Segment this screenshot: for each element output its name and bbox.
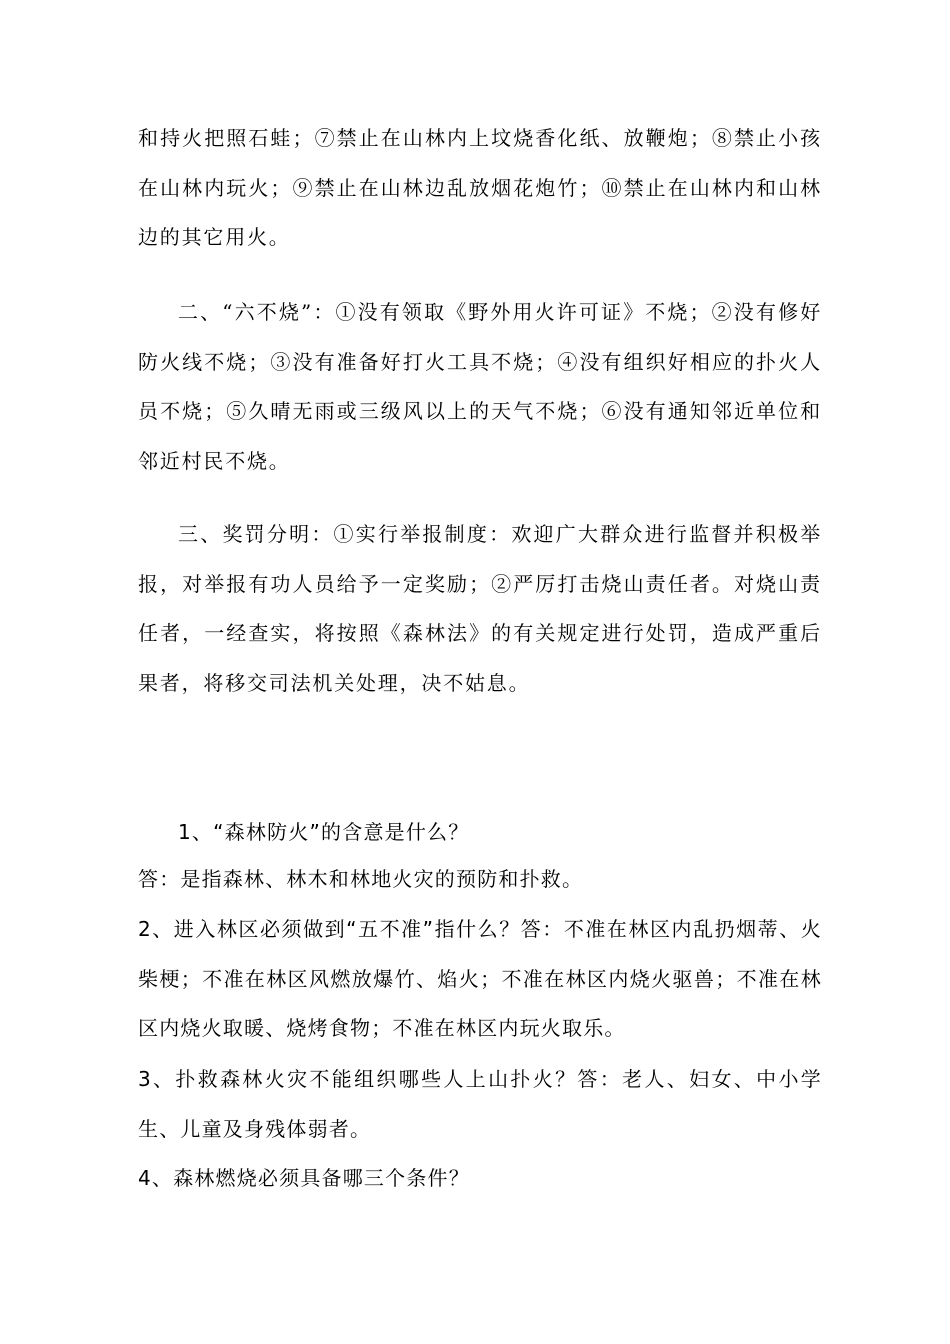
question-1: 1、“森林防火”的含意是什么？ [178,820,470,844]
paragraph-fire-prohibitions-continued: 和持火把照石蛙；⑦禁止在山林内上坟烧香化纸、放鞭炮；⑧禁止小孩在山林内玩火；⑨禁止在山林边乱放烟花炮竹；⑩禁止在山林内和山林边的其它用火。 [138,126,822,249]
answer-1: 答：是指森林、林木和林地火灾的预防和扑救。 [138,867,584,891]
paragraph-rewards-penalties: 三、奖罚分明：①实行举报制度：欢迎广大群众进行监督并积极举报，对举报有功人员给予一定奖励；②严厉打击烧山责任者。对烧山责任者，一经查实，将按照《森林法》的有关规定进行处罚，造成严重后果者，将移交司法机关处理，决不姑息。 [138,522,822,695]
question-3: 3、扑救森林火灾不能组织哪些人上山扑火？答：老人、妇女、中小学生、儿童及身残体弱者。 [138,1067,822,1141]
question-2: 2、进入林区必须做到“五不准”指什么？答：不准在林区内乱扔烟蒂、火柴梗；不准在林区风燃放爆竹、焰火；不准在林区内烧火驱兽；不准在林区内烧火取暖、烧烤食物；不准在林区内玩火取乐。 [138,917,822,1040]
paragraph-six-no-burn: 二、“六不烧”：①没有领取《野外用火许可证》不烧；②没有修好防火线不烧；③没有准备好打火工具不烧；④没有组织好相应的扑火人员不烧；⑤久晴无雨或三级风以上的天气不烧；⑥没有通知邻近单位和邻近村民不烧。 [138,300,822,473]
question-4: 4、森林燃烧必须具备哪三个条件？ [138,1166,470,1190]
